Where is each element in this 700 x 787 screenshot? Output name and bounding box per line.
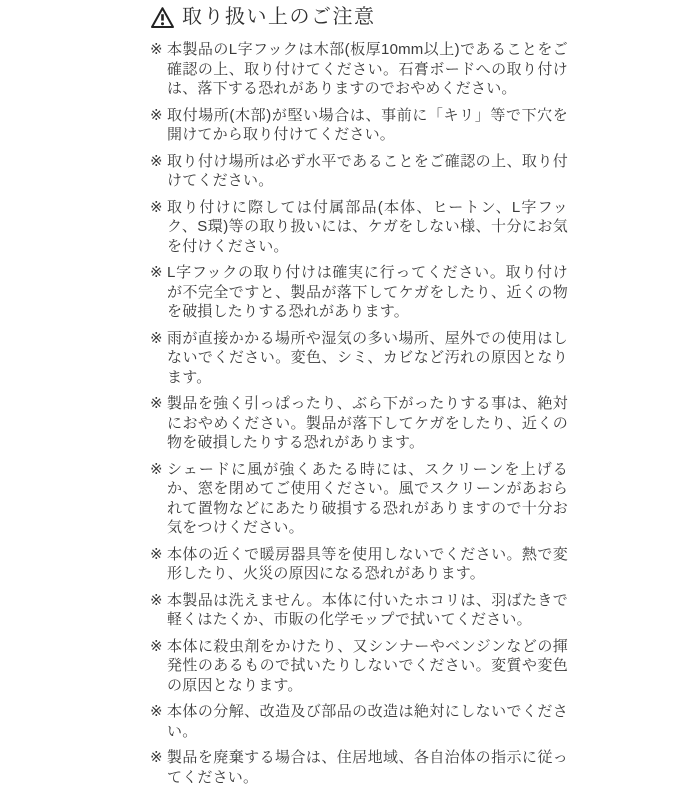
note-text: 本体の近くで暖房器具等を使用しないでください。熱で変形したり、火災の原因になる恐れがあります。: [167, 545, 568, 582]
note-text: シェードに風が強くあたる時には、スクリーンを上げるか、窓を閉めてご使用ください。風でスクリーンがあおられて置物などにあたり破損する恐れがありますので十分お気をつけください。: [167, 460, 568, 536]
note-marker: ※: [150, 198, 163, 216]
note-marker: ※: [150, 41, 163, 58]
note-item: [150, 394, 568, 453]
note-marker: ※: [150, 637, 163, 655]
note-item: [150, 637, 568, 696]
note-item: [150, 106, 568, 145]
note-text: 本体の分解、改造及び部品の改造は絶対にしないでください。: [167, 703, 568, 740]
caution-sheet: [150, 5, 568, 787]
note-item: [150, 198, 568, 257]
note-marker: ※: [150, 329, 163, 347]
note-text: 雨が直接かかる場所や湿気の多い場所、屋外での使用はしないでください。変色、シミ、カビなど汚れの原因となります。: [167, 329, 568, 386]
note-text: 製品を強く引っぱったり、ぶら下がったりする事は、絶対におやめください。製品が落下してケガをしたり、近くの物を破損したりする恐れがあります。: [167, 395, 568, 451]
note-marker: ※: [150, 460, 163, 478]
note-marker: ※: [150, 152, 163, 170]
note-item: [150, 40, 568, 99]
note-marker: ※: [150, 395, 163, 412]
note-marker: ※: [150, 591, 163, 609]
note-text: 本製品のL字フックは木部(板厚10mm以上)であることをご確認の上、取り付けてください。石膏ボードへの取り付けは、落下する恐れがありますのでおやめください。: [167, 41, 568, 97]
note-marker: ※: [150, 106, 163, 124]
note-item: [150, 545, 568, 584]
note-marker: ※: [150, 545, 163, 563]
note-item: [150, 702, 568, 741]
warning-triangle-icon: [150, 6, 175, 29]
note-text: 取り付け場所は必ず水平であることをご確認の上、取り付けてください。: [167, 152, 568, 189]
note-item: [150, 460, 568, 538]
note-text: L字フックの取り付けは確実に行ってください。取り付けが不完全ですと、製品が落下してケガをしたり、近くの物を破損したりする恐れがあります。: [167, 264, 568, 320]
caution-header: [150, 5, 568, 29]
note-marker: ※: [150, 264, 163, 281]
note-marker: ※: [150, 749, 163, 766]
notes-list: [150, 40, 568, 787]
note-item: [150, 263, 568, 322]
note-text: 製品を廃棄する場合は、住居地域、各自治体の指示に従ってください。: [167, 749, 568, 786]
note-text: 取り付けに際しては付属部品(本体、ヒートン、L字フック、S環)等の取り扱いには、ケガをしない様、十分にお気を付けください。: [167, 198, 568, 255]
note-text: 本製品は洗えません。本体に付いたホコリは、羽ばたきで軽くはたくか、市販の化学モップで拭いてください。: [167, 591, 568, 628]
note-item: [150, 591, 568, 630]
note-item: [150, 152, 568, 191]
note-item: [150, 329, 568, 388]
note-marker: ※: [150, 703, 163, 720]
note-text: 本体に殺虫剤をかけたり、又シンナーやベンジンなどの揮発性のあるもので拭いたりしないでください。変質や変色の原因となります。: [167, 637, 568, 694]
note-text: 取付場所(木部)が堅い場合は、事前に「キリ」等で下穴を開けてから取り付けてください。: [167, 106, 568, 143]
page-title: 取り扱い上のご注意: [182, 6, 376, 28]
note-item: [150, 748, 568, 787]
